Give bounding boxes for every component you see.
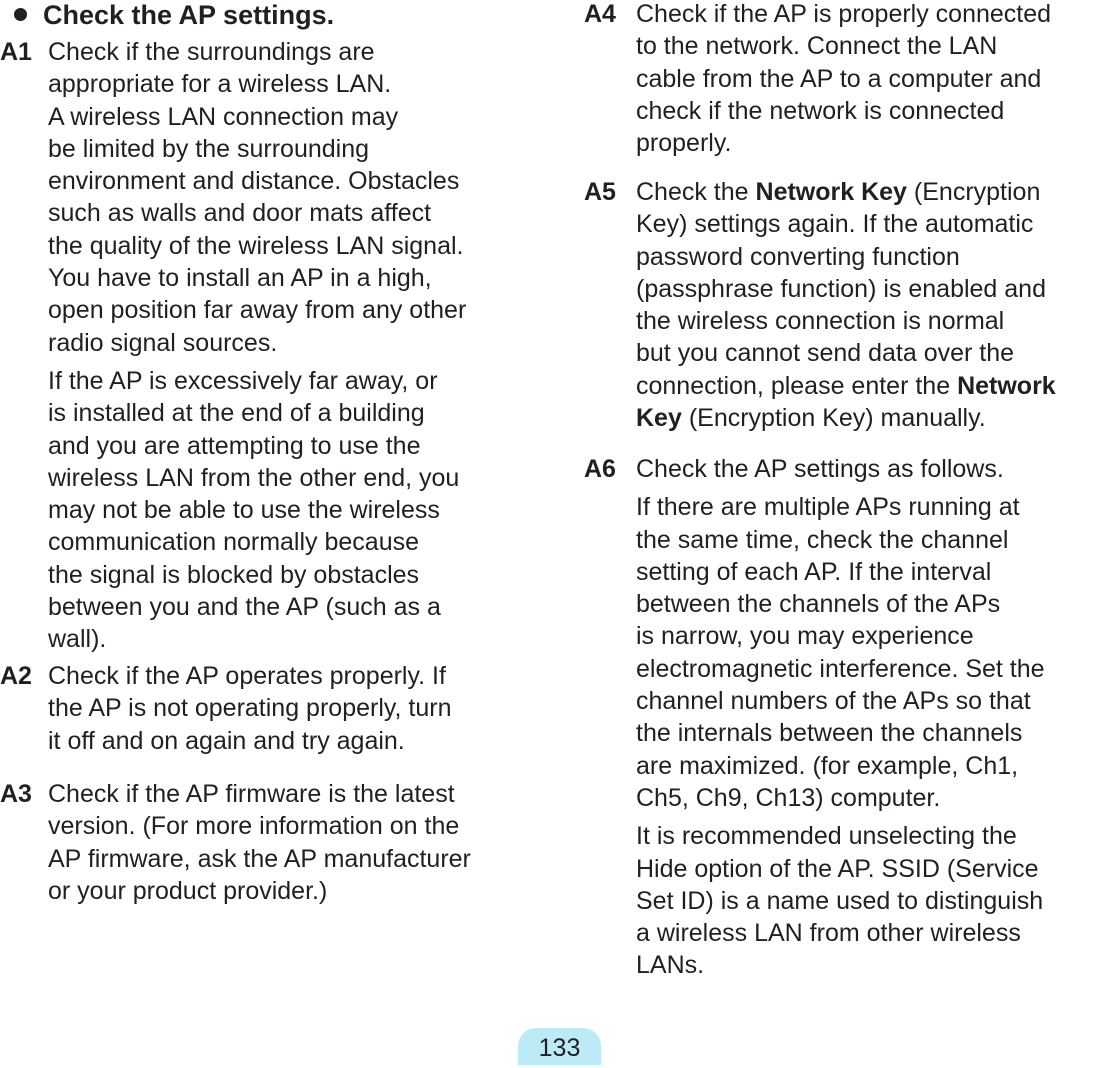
faq-answer	[636, 176, 1056, 440]
answer-paragraph	[48, 36, 466, 359]
text-line: Check if the AP is properly connected	[636, 0, 1052, 28]
text-line: environment and distance. Obstacles	[48, 167, 460, 196]
faq-answer	[48, 36, 466, 662]
text-line: Key (Encryption Key) manually.	[636, 404, 986, 433]
text-line: Check the Network Key (Encryption	[636, 178, 1041, 206]
section-heading	[14, 0, 334, 31]
text-line: AP firmware, ask the AP manufacturer	[48, 844, 471, 873]
page-number: 133	[538, 1034, 581, 1062]
answer-paragraph	[636, 453, 1045, 485]
text-line: connection, please enter the Network	[636, 371, 1056, 400]
page-number-tab	[518, 1028, 601, 1065]
text-line: cable from the AP to a computer and	[636, 64, 1042, 93]
answer-paragraph	[636, 491, 1045, 814]
answer-paragraph	[636, 0, 1051, 159]
text-line: Ch5, Ch9, Ch13) computer.	[636, 783, 941, 812]
text-line: a wireless LAN from other wireless	[636, 919, 1021, 948]
faq-label: A1	[0, 38, 32, 66]
text-line: Hide option of the AP. SSID (Service	[636, 854, 1039, 883]
bold-term: Network Key	[755, 178, 907, 206]
faq-label: A3	[0, 780, 32, 808]
answer-paragraph	[636, 820, 1045, 981]
text-line: is installed at the end of a building	[48, 399, 425, 428]
text-line: check if the network is connected	[636, 96, 1005, 125]
text-line: password converting function	[636, 242, 960, 271]
text-line: the quality of the wireless LAN signal.	[48, 231, 464, 260]
text-line: the signal is blocked by obstacles	[48, 560, 420, 589]
text-line: the AP is not operating properly, turn	[48, 694, 452, 723]
text-line: It is recommended unselecting the	[636, 822, 1017, 851]
text-line: A wireless LAN connection may	[48, 102, 399, 131]
text-line: between the channels of the APs	[636, 590, 1001, 619]
text-line: the same time, check the channel	[636, 525, 1009, 554]
text-line: the wireless connection is normal	[636, 307, 1005, 336]
text-line: Check if the AP operates properly. If	[48, 662, 446, 690]
answer-paragraph	[636, 176, 1056, 434]
text-line: properly.	[636, 129, 732, 158]
text-line: or your product provider.)	[48, 876, 328, 905]
text-line: setting of each AP. If the interval	[636, 557, 992, 586]
faq-answer	[636, 0, 1051, 165]
text-line: wireless LAN from the other end, you	[48, 463, 460, 492]
text-line: may not be able to use the wireless	[48, 496, 440, 525]
faq-label: A4	[584, 0, 616, 28]
text-line: electromagnetic interference. Set the	[636, 654, 1045, 683]
text-line: Key) settings again. If the automatic	[636, 210, 1034, 239]
text-line: If there are multiple APs running at	[636, 493, 1020, 522]
faq-answer	[48, 778, 471, 913]
text-line: is narrow, you may experience	[636, 622, 974, 651]
section-heading-text: Check the AP settings.	[43, 0, 335, 30]
bold-term: Network	[957, 371, 1056, 400]
text-line: open position far away from any other	[48, 296, 467, 325]
faq-label: A2	[0, 662, 32, 690]
answer-paragraph	[48, 778, 471, 907]
text-line: are maximized. (for example, Ch1,	[636, 751, 1019, 780]
text-line: Check if the AP firmware is the latest	[48, 780, 455, 808]
text-line: version. (For more information on the	[48, 812, 460, 841]
text-line: appropriate for a wireless LAN.	[48, 70, 392, 99]
text-line: be limited by the surrounding	[48, 134, 370, 163]
text-line: Set ID) is a name used to distinguish	[636, 886, 1044, 915]
text-line: Check the AP settings as follows.	[636, 455, 1004, 483]
text-line: it off and on again and try again.	[48, 726, 405, 755]
answer-paragraph	[48, 660, 452, 757]
text-line: radio signal sources.	[48, 328, 278, 357]
text-line: Check if the surroundings are	[48, 38, 375, 66]
bullet-icon	[14, 8, 27, 21]
text-line: between you and the AP (such as a	[48, 593, 441, 622]
text-line: wall).	[48, 625, 107, 654]
text-line: If the AP is excessively far away, or	[48, 366, 438, 395]
text-line: such as walls and door mats affect	[48, 199, 432, 228]
text-line: channel numbers of the APs so that	[636, 687, 1031, 716]
text-line: and you are attempting to use the	[48, 431, 421, 460]
bold-term: Key	[636, 404, 682, 433]
text-line: (passphrase function) is enabled and	[636, 274, 1046, 303]
text-line: but you cannot send data over the	[636, 339, 1015, 368]
text-line: communication normally because	[48, 528, 420, 557]
faq-answer	[48, 660, 452, 763]
text-line: LANs.	[636, 951, 705, 980]
faq-answer	[636, 453, 1045, 988]
text-line: the internals between the channels	[636, 719, 1023, 748]
text-line: to the network. Connect the LAN	[636, 32, 998, 61]
faq-label: A6	[584, 455, 616, 483]
answer-paragraph	[48, 365, 466, 656]
faq-label: A5	[584, 178, 616, 206]
text-line: You have to install an AP in a high,	[48, 264, 432, 293]
